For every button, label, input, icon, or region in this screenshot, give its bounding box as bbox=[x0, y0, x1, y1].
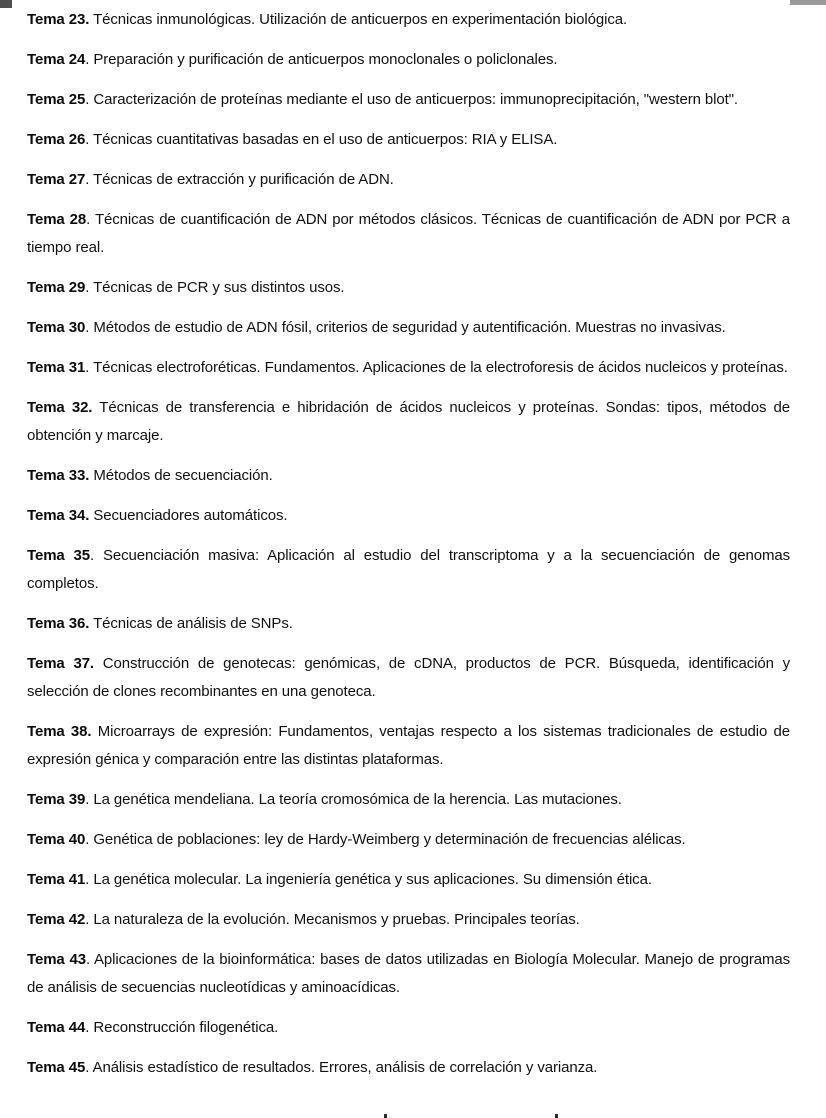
topic-text: . Preparación y purificación de anticuerpos monoclonales o policlonales. bbox=[85, 51, 558, 68]
topic-number: Tema 45 bbox=[27, 1059, 86, 1076]
topic-number: Tema 36. bbox=[27, 615, 90, 632]
topic-text: Técnicas de transferencia e hibridación de ácidos nucleicos y proteínas. Sondas: tipos, métodos de obtención y marcaje. bbox=[27, 399, 790, 444]
topic-number: Tema 32. bbox=[27, 399, 93, 416]
topic-number: Tema 28 bbox=[27, 211, 87, 228]
topic-number: Tema 40 bbox=[27, 831, 86, 848]
topic-text: . Reconstrucción filogenética. bbox=[85, 1019, 279, 1036]
topic-number: Tema 37. bbox=[27, 655, 94, 672]
topic-number: Tema 27 bbox=[27, 171, 86, 188]
topic-item bbox=[27, 650, 790, 706]
scan-artifact-top-left bbox=[0, 0, 12, 8]
topic-item bbox=[27, 718, 790, 774]
topic-number: Tema 43 bbox=[27, 951, 86, 968]
topic-item bbox=[27, 206, 790, 262]
topic-text: . Análisis estadístico de resultados. Errores, análisis de correlación y varianza. bbox=[85, 1059, 598, 1076]
topic-text: . La naturaleza de la evolución. Mecanismos y pruebas. Principales teorías. bbox=[85, 911, 580, 928]
cutoff-next-line-mark bbox=[384, 1114, 387, 1118]
topic-text: . Caracterización de proteínas mediante el uso de anticuerpos: immunoprecipitación, "western blot". bbox=[85, 91, 739, 108]
scan-artifact-top-right bbox=[790, 0, 826, 5]
topic-text: . Técnicas electroforéticas. Fundamentos. Aplicaciones de la electroforesis de ácidos nucleicos y proteínas. bbox=[85, 359, 788, 376]
topic-number: Tema 24 bbox=[27, 51, 86, 68]
topic-text: . Aplicaciones de la bioinformática: bases de datos utilizadas en Biología Molecular. Manejo de programas de análisis de secuencias nucleotídicas y aminoacídicas. bbox=[27, 951, 790, 996]
topic-text: . Métodos de estudio de ADN fósil, criterios de seguridad y autentificación. Muestras no invasivas. bbox=[85, 319, 726, 336]
topic-text: . Secuenciación masiva: Aplicación al estudio del transcriptoma y a la secuenciación de genomas completos. bbox=[27, 547, 790, 592]
cutoff-next-line-mark bbox=[555, 1114, 558, 1118]
topic-item bbox=[27, 86, 790, 114]
topic-text: Secuenciadores automáticos. bbox=[89, 507, 288, 524]
topic-item bbox=[27, 314, 790, 342]
topic-item bbox=[27, 502, 790, 530]
topic-number: Tema 39 bbox=[27, 791, 86, 808]
topic-item bbox=[27, 126, 790, 154]
topic-number: Tema 31 bbox=[27, 359, 86, 376]
topic-number: Tema 26 bbox=[27, 131, 86, 148]
topic-item bbox=[27, 462, 790, 490]
topic-number: Tema 34. bbox=[27, 507, 90, 524]
topic-number: Tema 33. bbox=[27, 467, 90, 484]
topic-number: Tema 38. bbox=[27, 723, 92, 740]
topic-number: Tema 42 bbox=[27, 911, 86, 928]
topic-text: Microarrays de expresión: Fundamentos, ventajas respecto a los sistemas tradicionales de estudio de expresión génica y comparación entre las distintas plataformas. bbox=[27, 723, 790, 768]
topic-text: . Técnicas de PCR y sus distintos usos. bbox=[85, 279, 345, 296]
topic-text: Métodos de secuenciación. bbox=[89, 467, 273, 484]
topic-text: . La genética mendeliana. La teoría cromosómica de la herencia. Las mutaciones. bbox=[85, 791, 622, 808]
topic-text: Técnicas de análisis de SNPs. bbox=[89, 615, 293, 632]
topic-item bbox=[27, 6, 790, 34]
topic-text: . La genética molecular. La ingeniería genética y sus aplicaciones. Su dimensión ética. bbox=[85, 871, 652, 888]
topic-item bbox=[27, 1014, 790, 1042]
topic-number: Tema 41 bbox=[27, 871, 86, 888]
topic-number: Tema 30 bbox=[27, 319, 86, 336]
topic-number: Tema 23. bbox=[27, 11, 90, 28]
topic-item bbox=[27, 786, 790, 814]
topic-item bbox=[27, 866, 790, 894]
topic-text: . Técnicas de cuantificación de ADN por métodos clásicos. Técnicas de cuantificación de ADN por PCR a tiempo real. bbox=[27, 211, 790, 256]
topic-number: Tema 29 bbox=[27, 279, 86, 296]
topic-item bbox=[27, 542, 790, 598]
topic-text: . Técnicas cuantitativas basadas en el uso de anticuerpos: RIA y ELISA. bbox=[85, 131, 558, 148]
topic-item bbox=[27, 906, 790, 934]
topic-item bbox=[27, 274, 790, 302]
topic-item bbox=[27, 46, 790, 74]
topic-text: Técnicas inmunológicas. Utilización de anticuerpos en experimentación biológica. bbox=[89, 11, 628, 28]
topic-number: Tema 25 bbox=[27, 91, 86, 108]
topic-number: Tema 44 bbox=[27, 1019, 86, 1036]
topic-item bbox=[27, 826, 790, 854]
topic-item bbox=[27, 946, 790, 1002]
topic-text: Construcción de genotecas: genómicas, de cDNA, productos de PCR. Búsqueda, identificación y selección de clones recombinantes en una genoteca. bbox=[27, 655, 790, 700]
topic-item bbox=[27, 394, 790, 450]
topic-item bbox=[27, 610, 790, 638]
topic-item bbox=[27, 1054, 790, 1082]
topic-text: . Técnicas de extracción y purificación de ADN. bbox=[85, 171, 394, 188]
topic-number: Tema 35 bbox=[27, 547, 91, 564]
topic-item bbox=[27, 166, 790, 194]
topic-text: . Genética de poblaciones: ley de Hardy-Weimberg y determinación de frecuencias alélicas. bbox=[85, 831, 686, 848]
topic-item bbox=[27, 354, 790, 382]
